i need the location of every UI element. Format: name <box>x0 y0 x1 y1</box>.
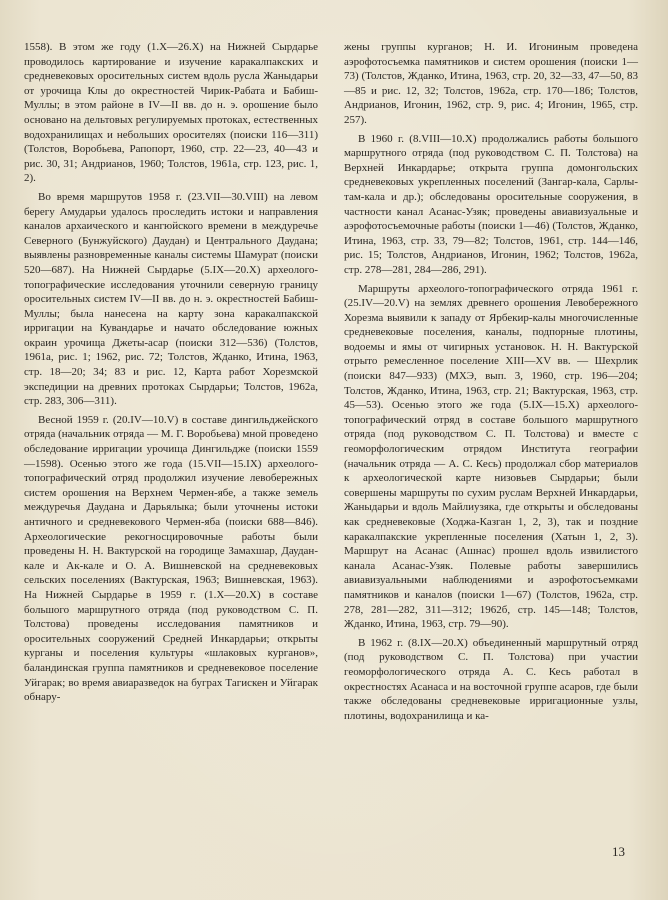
paragraph: Во время маршрутов 1958 г. (23.VII—30.VIII) на левом берегу Амударьи удалось проследить истоки и направления каналов архаического и кангюйского времени в междуречье Северного (Бунжуйского) Даудан) и Центрального Даудана; выявлены разновременные каналы системы Шамурат (поиски 520—687). На Нижней Сырдарье (5.IX—20.X) археолого-топографические исследования уточнили северную границу оросительных систем IV—II вв. до н. э. окрестностей Бабиш-Муллы; была нанесена на карту зона каракалпакской ирригации на Кувандарье и начато обследование южных окраин урочища Джеты-асар (поиски 312—536) (Толстов, 1961а, рис. 1; 1962, рис. 72; Толстов, Жданко, Итина, 1963, стр. 18—20; 34; 83 и рис. 12, Карта работ Хорезмской экспедиции на древних протоках Сырдарьи; Толстов, 1962а, стр. 283, 306—311). <box>24 190 318 408</box>
left-text-column <box>24 40 318 709</box>
paragraph: 1558). В этом же году (1.X—26.X) на Нижней Сырдарье проводилось картирование и изучение каракалпакских и средневековых оросительных систем вдоль русла Жаныдарьи от урочища Клы до окрестностей Чирик-Рабата и Бабиш-Муллы; в этом районе в IV—II вв. до н. э. орошение было основано на дельтовых регулируемых протоках, естественных водохранилищах и небольших оросителях (поиски 116—311) (Толстов, Воробьева, Рапопорт, 1960, стр. 22—23, 40—43 и рис. 30, 31; Андрианов, 1960; Толстов, 1961а, стр. 123, рис. 1, 2). <box>24 41 318 185</box>
paragraph: Весной 1959 г. (20.IV—10.V) в составе дингильджейского отряда (начальник отряда — М. Г. Воробьева) мной проведено обследование ирригации урочища Дингильдже (поиски 1559—1598). Осенью этого же года (15.VII—15.IX) археолого-топографический отряд продолжил изучение левобережных систем орошения на Верхнем Чермен-ябе, а также земель междуречья Даудана и Дарьялыка; были уточнены истоки античного и средневекового Чермен-ябa (поиски 688—846). Археологические рекогносцировочные работы были проведены Н. Н. Вактурской на городище Замахшар, Даудан-кале и Ак-кале и О. А. Вишневской на средневековых сельских поселениях (Вактурская, 1963; Вишневская, 1963). На Нижней Сырдарье в 1959 г. (1.X—20.X) в составе большого маршрутного отряда (под руководством С. П. Толстова) проведены исследования памятников и оросительных сооружений Средней Инкардарьи; открыты курганы и поселения культуры «шлаковых курганов», баландинская группа памятников и средневековое поселение Уйгарак; во время авиаразведок на буграх Тагискен и Уйгарак обнару- <box>24 413 318 704</box>
paragraph: жены группы курганов; Н. И. Игониным проведена аэрофотосъемка памятников и систем орошения (поиски 1—73) (Толстов, Жданко, Итина, 1963, стр. 20, 32—33, 47—50, 83—85 и рис. 12, 32; Толстов, 1962а, стр. 170—186; Толстов, Андрианов, Игонин, 1962, стр. 9, рис. 4; Игонин, 1965, стр. 257). <box>344 41 638 126</box>
paragraph: В 1960 г. (8.VIII—10.X) продолжались работы большого маршрутного отряда (под руководством С. П. Толстова) на Верхней Инкардарье; открыта группа домонгольских средневековых укрепленных поселений (Зангар-кала, Сарлы-там-кала и др.); обследованы оросительные сооружения, в частности канал Асанас-Узяк; проведены авиавизуальные и аэрофотосъемочные работы (поиски 1—46) (Толстов, Жданко, Итина, 1963, стр. 33, 79—82; Толстов, 1961, стр. 144—146, рис. 15; Толстов, Андрианов, Игонин, 1962; Толстов, 1962а, стр. 278—281, 284—286, 291). <box>344 132 638 276</box>
right-text-column <box>344 40 638 727</box>
page-number: 13 <box>612 844 625 859</box>
paragraph: Маршруты археолого-топографического отряда 1961 г. (25.IV—20.V) на землях древнего орошения Левобережного Хорезма выявили к западу от Ярбекир-калы многочисленные средневековые поселения, каналы, подпорные плотины, водоемы и ямы от чигирных установок. Н. Н. Вактурской отрыто ремесленное поселение XIII—XV вв. — Шехрлик (поиски 847—933) (МХЭ, вып. 3, 1960, стр. 196—204; Толстов, Жданко, Итина, 1963, стр. 21; Вактурская, 1963, стр. 45—53). Осенью этого же года (5.IX—15.X) археолого-топографический отряд в составе большого маршрутного отряда (под руководством С. П. Толстова) и вместе с геоморфологическим отрядом Института географии (начальник отряда — А. С. Кесь) продолжал сбор материалов к археологической карте низовьев Сырдарьи; были совершены маршруты по сухим руслам Верхней Инкардарьи, Жаныдарьи и вдоль Майлиузяка, где открыты и обследованы как средневековые (Ходжа-Казган 1, 2, 3), так и поздние каракалпакские укрепленные поселения (Хатын 1, 2, 3). Маршрут на Асанас (Ашнас) прошел вдоль извилистого канала Асанас-Узяк. Полевые работы завершились авиавизуальными наблюдениями и аэрофотосъемками памятников и каналов (поиски 1—67) (Толстов, 1962а, стр. 278, 281—282, 311—312; 1962б, стр. 145—148; Толстов, Жданко, Итина, 1963, стр. 79—90). <box>344 282 638 631</box>
paragraph: В 1962 г. (8.IX—20.X) объединенный маршрутный отряд (под руководством С. П. Толстова) при участии геоморфологического отряда А. С. Кесь работал в окрестностях Асанаса и на восточной группе асаров, где были также обследованы средневековые ирригационные узлы, плотины, водохранилища и ка- <box>344 636 638 722</box>
